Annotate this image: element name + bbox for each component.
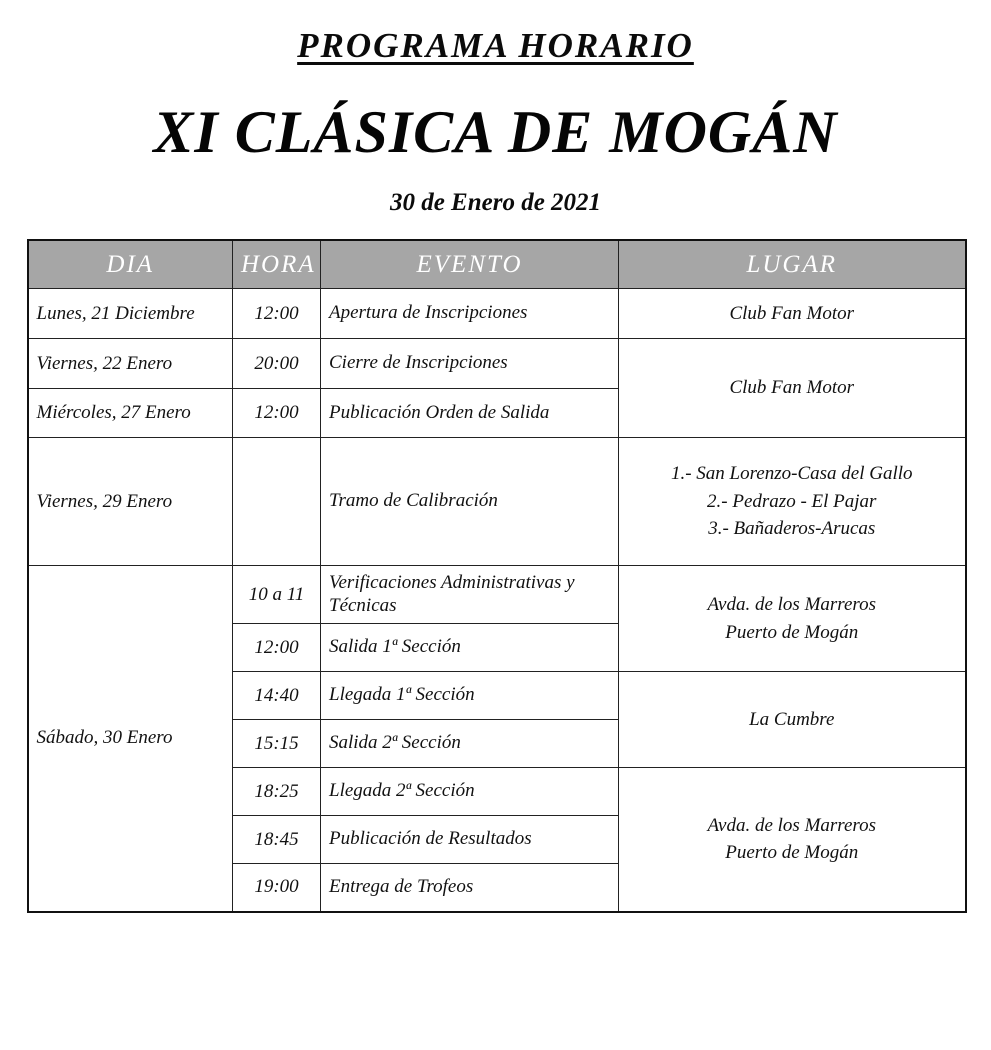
cell-dia: Lunes, 21 Diciembre: [28, 289, 233, 339]
lugar-line: Puerto de Mogán: [725, 842, 859, 864]
cell-evento: Publicación Orden de Salida: [321, 389, 619, 438]
schedule-table: [27, 239, 967, 913]
cell-evento: Salida 2ª Sección: [321, 720, 619, 768]
table-body: [28, 289, 966, 912]
cell-hora: 12:00: [233, 389, 321, 438]
column-header-dia: DIA: [28, 240, 233, 289]
cell-lugar: [619, 768, 966, 912]
document-page: [0, 26, 991, 1050]
schedule-table-wrapper: [27, 239, 965, 913]
event-date: 30 de Enero de 2021: [389, 189, 602, 216]
lugar-line: 2.- Pedrazo - El Pajar: [707, 490, 877, 512]
table-row: [28, 339, 966, 389]
table-row: [28, 289, 966, 339]
cell-lugar: Club Fan Motor: [619, 339, 966, 438]
cell-evento: Entrega de Trofeos: [321, 864, 619, 912]
cell-evento: Verificaciones Administrativas y Técnicas: [321, 566, 619, 624]
cell-lugar: Club Fan Motor: [619, 289, 966, 339]
cell-hora: 18:25: [233, 768, 321, 816]
cell-evento: Cierre de Inscripciones: [321, 339, 619, 389]
cell-dia: Sábado, 30 Enero: [28, 566, 233, 912]
event-title: XI CLÁSICA DE MOGÁN: [153, 99, 838, 165]
cell-evento: Llegada 1ª Sección: [321, 672, 619, 720]
cell-lugar: [619, 566, 966, 672]
lugar-line: Puerto de Mogán: [725, 621, 859, 643]
cell-evento: Publicación de Resultados: [321, 816, 619, 864]
cell-hora: 20:00: [233, 339, 321, 389]
cell-evento: Llegada 2ª Sección: [321, 768, 619, 816]
cell-lugar: [619, 438, 966, 566]
cell-hora: 14:40: [233, 672, 321, 720]
cell-hora: 10 a 11: [233, 566, 321, 624]
table-header-row: [28, 240, 966, 289]
cell-dia: Viernes, 29 Enero: [28, 438, 233, 566]
table-row: [28, 438, 966, 566]
table-header: [28, 240, 966, 289]
cell-lugar: La Cumbre: [619, 672, 966, 768]
cell-dia: Viernes, 22 Enero: [28, 339, 233, 389]
cell-evento: Salida 1ª Sección: [321, 624, 619, 672]
column-header-evento: EVENTO: [321, 240, 619, 289]
cell-hora: 19:00: [233, 864, 321, 912]
cell-dia: Miércoles, 27 Enero: [28, 389, 233, 438]
cell-hora: 12:00: [233, 624, 321, 672]
table-row: [28, 566, 966, 624]
page-title: PROGRAMA HORARIO: [297, 26, 694, 65]
cell-hora: 12:00: [233, 289, 321, 339]
lugar-line: Avda. de los Marreros: [707, 593, 877, 615]
cell-hora: 18:45: [233, 816, 321, 864]
cell-hora: [233, 438, 321, 566]
lugar-line: 3.- Bañaderos-Arucas: [708, 518, 876, 540]
cell-evento: Apertura de Inscripciones: [321, 289, 619, 339]
column-header-lugar: LUGAR: [619, 240, 966, 289]
column-header-hora: HORA: [233, 240, 321, 289]
cell-evento: Tramo de Calibración: [321, 438, 619, 566]
lugar-line: 1.- San Lorenzo-Casa del Gallo: [670, 463, 913, 485]
lugar-line: Avda. de los Marreros: [707, 814, 877, 836]
cell-hora: 15:15: [233, 720, 321, 768]
